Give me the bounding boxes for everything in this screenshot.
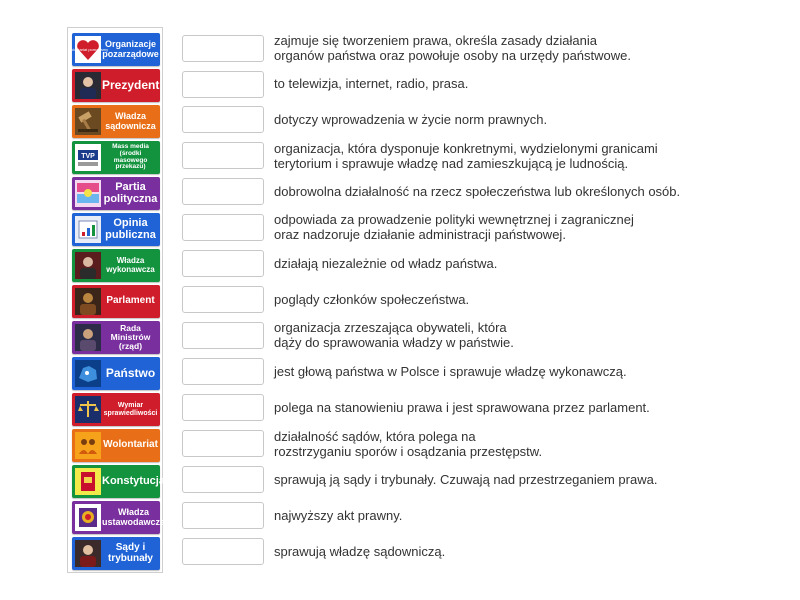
answer-tile-label: Sądy i trybunały <box>107 542 153 564</box>
party-poster-icon <box>75 180 101 207</box>
answer-tile[interactable] <box>72 429 160 462</box>
answer-tile-label: Państwo <box>105 366 156 381</box>
drop-slot[interactable] <box>182 538 264 565</box>
answer-tile[interactable] <box>67 33 160 66</box>
description-text: zajmuje się tworzeniem prawa, określa zasady działania organów państwa oraz powołuje osoby na urzędy państwowe. <box>274 33 631 63</box>
description-text: sprawują władzę sądowniczą. <box>274 544 446 559</box>
answer-tile[interactable] <box>72 357 160 390</box>
answer-tile[interactable] <box>72 213 160 246</box>
answer-tile-label: Organizacje pozarządowe <box>102 39 159 59</box>
drop-slot[interactable] <box>182 214 264 241</box>
constitution-book-icon <box>75 468 101 495</box>
description-text: organizacja zrzeszająca obywateli, która dąży do sprawowania władzy w państwie. <box>274 320 514 350</box>
answer-tile-column <box>67 27 166 573</box>
drop-slot[interactable] <box>182 466 264 493</box>
drop-slot[interactable] <box>182 106 264 133</box>
answer-tile-label: Mass media (środki masowego przekazu) <box>112 142 149 171</box>
description-text: dobrowolna działalność na rzecz społeczeństwa lub określonych osób. <box>274 184 681 199</box>
answer-tile[interactable] <box>72 177 160 210</box>
tvp-logo-text: TVP <box>81 153 95 160</box>
answer-tile[interactable] <box>72 141 160 174</box>
description-text: odpowiada za prowadzenie polityki wewnętrznej i zagranicznej oraz nadzoruje działanie administracji państwowej. <box>274 212 634 242</box>
answer-tile-label: Władza ustawodawcza <box>102 507 166 527</box>
drop-slot[interactable] <box>182 502 264 529</box>
answer-tile[interactable] <box>72 537 160 570</box>
answer-tile-label: Wolontariat <box>103 439 158 451</box>
heart-logo-icon <box>67 36 109 63</box>
answer-tile[interactable] <box>72 105 160 138</box>
answer-tile-label: Partia polityczna <box>103 180 158 205</box>
drop-slot[interactable] <box>182 358 264 385</box>
drop-slot[interactable] <box>182 142 264 169</box>
answer-tile[interactable] <box>72 501 166 534</box>
survey-icon <box>75 216 101 243</box>
drop-slot[interactable] <box>182 322 264 349</box>
drop-slot[interactable] <box>182 430 264 457</box>
map-icon <box>75 360 101 387</box>
description-text: sprawują ją sądy i trybunały. Czuwają nad przestrzeganiem prawa. <box>274 472 658 487</box>
answer-tile[interactable] <box>72 321 160 354</box>
answer-tile[interactable] <box>72 465 165 498</box>
drop-slot[interactable] <box>182 71 264 98</box>
answer-tile[interactable] <box>72 249 160 282</box>
drop-slot[interactable] <box>182 286 264 313</box>
description-text: jest głową państwa w Polsce i sprawuje władzę wykonawczą. <box>274 364 627 379</box>
volunteer-icon <box>75 432 101 459</box>
emblem-icon <box>75 504 101 531</box>
tvp-logo-icon <box>75 144 101 171</box>
answer-tile-label: Prezydent <box>102 78 160 93</box>
description-text: to telewizja, internet, radio, prasa. <box>274 76 469 91</box>
drop-slot[interactable] <box>182 394 264 421</box>
drop-slot[interactable] <box>182 178 264 205</box>
description-text: działalność sądów, która polega na rozstrzyganiu sporów i osądzania przestępstw. <box>274 429 543 459</box>
description-text: najwyższy akt prawny. <box>274 508 403 523</box>
council-photo-icon <box>75 324 101 351</box>
answer-tile[interactable] <box>72 69 160 102</box>
answer-tile-label: Rada Ministrów (rząd) <box>110 323 151 351</box>
drop-slot[interactable] <box>182 250 264 277</box>
heart-logo-text: wolontariat pomagamy <box>67 47 109 52</box>
parliament-hall-icon <box>75 288 101 315</box>
description-text: poglądy członków społeczeństwa. <box>274 292 470 307</box>
answer-tile[interactable] <box>72 285 160 318</box>
drop-slot[interactable] <box>182 35 264 62</box>
court-photo-icon <box>75 540 101 567</box>
description-text: polega na stanowieniu prawa i jest sprawowana przez parlament. <box>274 400 650 415</box>
answer-tile[interactable] <box>72 393 160 426</box>
answer-tile-label: Władza wykonawcza <box>106 256 155 274</box>
answer-tile-label: Parlament <box>106 295 155 307</box>
answer-tile-label: Władza sądownicza <box>105 111 156 131</box>
description-text: organizacja, która dysponuje konkretnymi, wydzielonymi granicami terytorium i sprawuje władzę nad zamieszkującą je ludnością. <box>274 141 658 171</box>
president-photo-icon <box>75 72 101 99</box>
justice-icon <box>75 396 101 423</box>
government-photo-icon <box>75 252 101 279</box>
description-text: dotyczy wprowadzenia w życie norm prawnych. <box>274 112 548 127</box>
gavel-icon <box>75 108 101 135</box>
answer-tile-label: Wymiar sprawiedliwości <box>103 402 158 417</box>
answer-tile-label: Konstytucja <box>102 474 165 487</box>
description-text: działają niezależnie od władz państwa. <box>274 256 498 271</box>
answer-tile-label: Opinia publiczna <box>105 216 156 241</box>
